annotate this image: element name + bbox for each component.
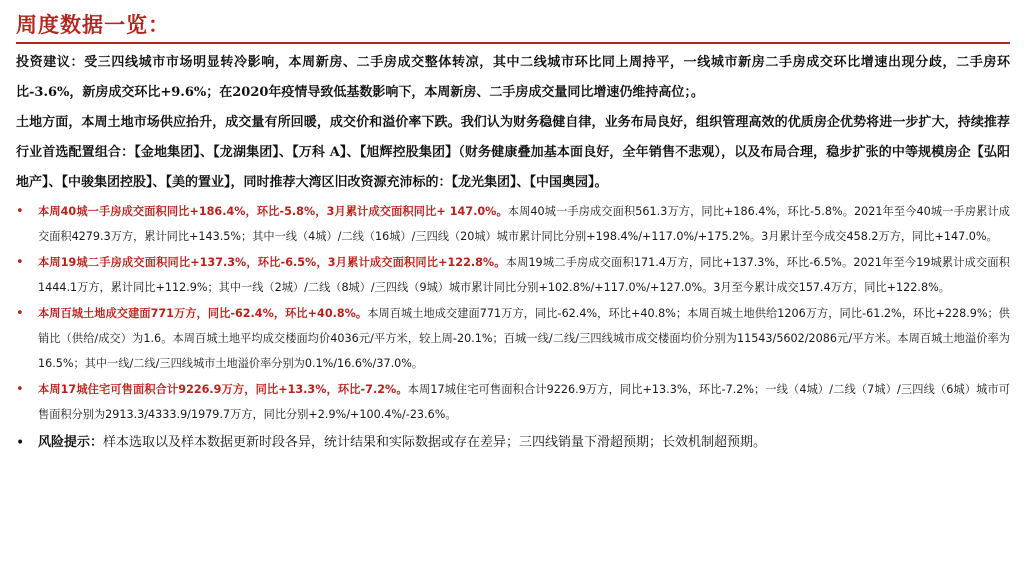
bullet-second-hand xyxy=(16,250,1010,300)
bullet-dot-icon: • xyxy=(16,204,24,219)
bullet-text: 本周百城土地成交建面771万方，同比-62.4%，环比+40.8%；本周百城土地供给1206万方，同比-61.2%，环比+228.9%；供销比（供给/成交）为1.6。本周百城土地平均成交楼面均价4036元/平方米，较上周-20.1%；百城一线/二线/三四线城市成交楼面均价分别为11543/5602/2086元/平方米。本周百城土地溢价率为16.5%；其中一线/二线/三四线城市土地溢价率分别为0.1%/16.6%/37.0%。 xyxy=(38,307,1010,370)
bullet-highlight: 本周17城住宅可售面积合计9226.9万方，同比+13.3%，环比-7.2%。 xyxy=(38,383,408,396)
investment-advice-paragraph: 投资建议：受三四线城市市场明显转冷影响，本周新房、二手房成交整体转凉，其中二线城市环比同上周持平，一线城市新房二手房成交环比增速出现分歧，二手房环比-3.6%，新房成交环比+9.6%；在2020年疫情导致低基数影响下，本周新房、二手房成交量同比增速仍维持高位；。 xyxy=(16,55,1010,100)
bullet-dot-icon: • xyxy=(16,382,24,397)
bullet-text: 本周17城住宅可售面积合计9226.9万方，同比+13.3%，环比-7.2%；一线（4城）/二线（7城）/三四线（6城）城市可售面积分别为2913.3/4333.9/1979.7万方，同比分别+2.9%/+100.4%/-23.6%。 xyxy=(38,383,1010,421)
land-market-paragraph: 土地方面，本周土地市场供应抬升，成交量有所回暖，成交价和溢价率下跌。我们认为财务稳健自律，业务布局良好，组织管理高效的优质房企优势将进一步扩大，持续推荐行业首选配置组合：【金地集团】、【龙湖集团】、【万科 A】、【旭辉控股集团】（财务健康叠加基本面良好，全年销售不悲观），以及布局合理，稳步扩张的中等规模房企【弘阳地产】、【中骏集团控股】、【美的置业】，同时推荐大湾区旧改资源充沛标的：【龙光集团】、【中国奥园】。 xyxy=(16,115,1010,190)
title-divider xyxy=(16,42,1010,44)
bullet-dot-icon: • xyxy=(16,306,24,321)
risk-text: 样本选取以及样本数据更新时段各异，统计结果和实际数据或存在差异；三四线销量下滑超预期；长效机制超预期。 xyxy=(103,435,767,450)
bullet-land xyxy=(16,301,1010,376)
bullet-highlight: 本周40城一手房成交面积同比+186.4%，环比-5.8%，3月累计成交面积同比+ 147.0%。 xyxy=(38,205,508,218)
bullet-dot-icon: • xyxy=(16,255,24,270)
page-title: 周度数据一览： xyxy=(16,12,170,37)
risk-label: 风险提示： xyxy=(38,435,104,450)
bullet-dot-icon: • xyxy=(16,435,25,451)
bullet-text: 本周40城一手房成交面积561.3万方，同比+186.4%，环比-5.8%。2021年至今40城一手房累计成交面积4279.3万方，累计同比+143.5%；其中一线（4城）/二线（16城）/三四线（20城）城市累计同比分别+198.4%/+117.0%/+175.2%。3月累计至今成交458.2万方，同比+147.0%。 xyxy=(38,205,1010,243)
data-bullet-list xyxy=(16,199,1010,427)
bullet-inventory xyxy=(16,377,1010,427)
bullet-highlight: 本周19城二手房成交面积同比+137.3%，环比-6.5%，3月累计成交面积同比+122.8%。 xyxy=(38,256,506,269)
bullet-text: 本周19城二手房成交面积171.4万方，同比+137.3%，环比-6.5%。2021年至今19城累计成交面积1444.1万方，累计同比+112.9%；其中一线（2城）/二线（8城）/三四线（9城）城市累计同比分别+102.8%/+117.0%/+127.0%。3月至今累计成交157.4万方，同比+122.8%。 xyxy=(38,256,1010,294)
bullet-new-home xyxy=(16,199,1010,249)
bullet-highlight: 本周百城土地成交建面771万方，同比-62.4%，环比+40.8%。 xyxy=(38,307,368,320)
risk-warning xyxy=(16,430,1010,456)
